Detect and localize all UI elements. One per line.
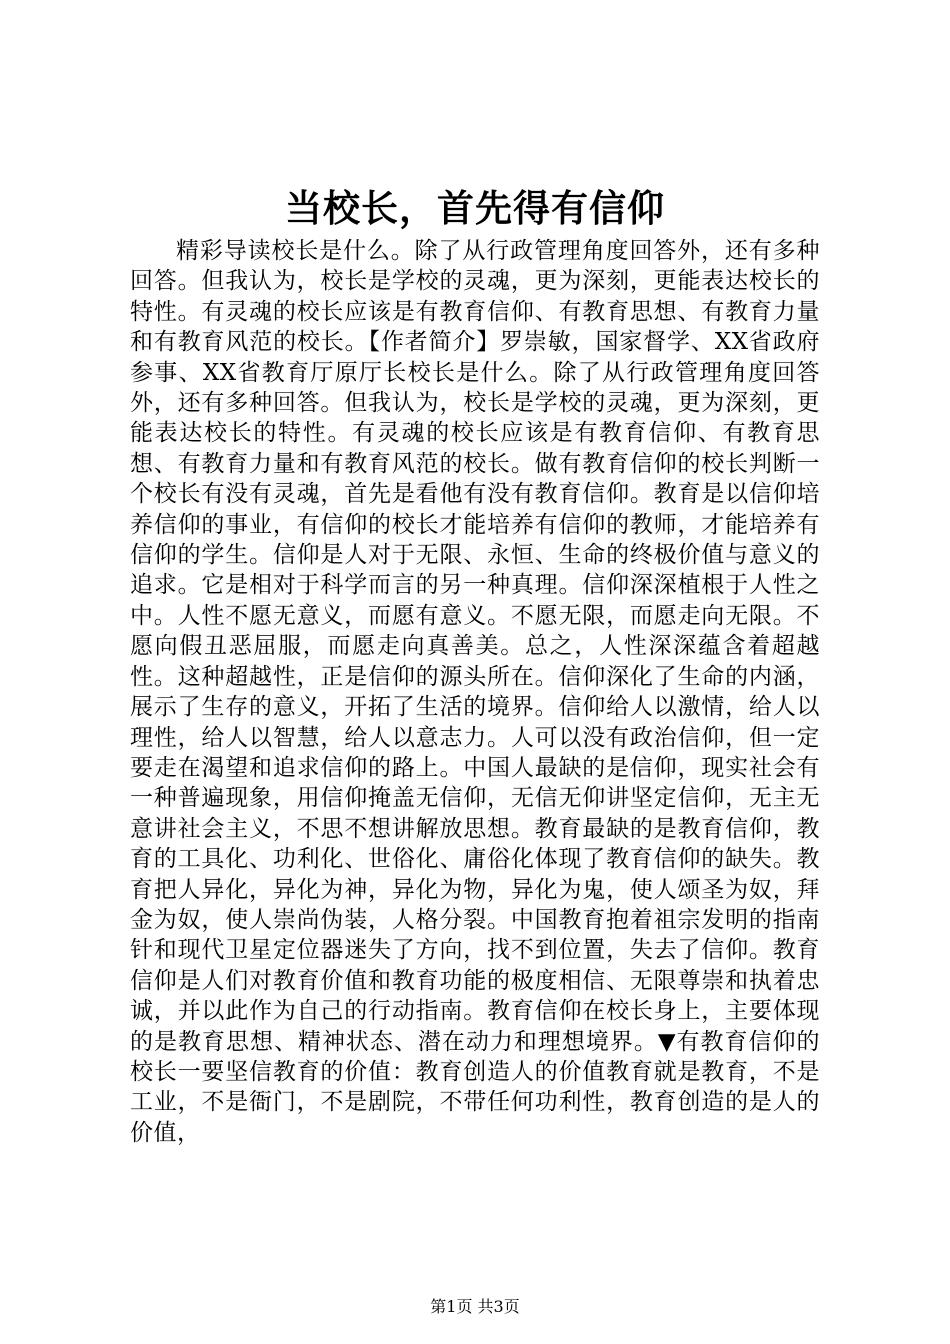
document-title: 当校长，首先得有信仰 [285,186,665,230]
body-paragraph: 精彩导读校长是什么。除了从行政管理角度回答外，还有多种回答。但我认为，校长是学校的灵魂，更为深刻，更能表达校长的特性。有灵魂的校长应该是有教育信仰、有教育思想、有教育力量和有教育风范的校长。【作者简介】罗崇敏，国家督学、XX省政府参事、XX省教育厅原厅长校长是什么。除了从行政管理角度回答外，还有多种回答。但我认为，校长是学校的灵魂，更为深刻，更能表达校长的特性。有灵魂的校长应该是有教育信仰、有教育思想、有教育力量和有教育风范的校长。做有教育信仰的校长判断一个校长有没有灵魂，首先是看他有没有教育信仰。教育是以信仰培养信仰的事业，有信仰的校长才能培养有信仰的教师，才能培养有信仰的学生。信仰是人对于无限、永恒、生命的终极价值与意义的追求。它是相对于科学而言的另一种真理。信仰深深植根于人性之中。人性不愿无意义，而愿有意义。不愿无限，而愿走向无限。不愿向假丑恶屈服，而愿走向真善美。总之，人性深深蕴含着超越性。这种超越性，正是信仰的源头所在。信仰深化了生命的内涵，展示了生存的意义，开拓了生活的境界。信仰给人以激情，给人以理性，给人以智慧，给人以意志力。人可以没有政治信仰，但一定要走在渴望和追求信仰的路上。中国人最缺的是信仰，现实社会有一种普遍现象，用信仰掩盖无信仰，无信无仰讲坚定信仰，无主无意讲社会主义，不思不想讲解放思想。教育最缺的是教育信仰，教育的工具化、功利化、世俗化、庸俗化体现了教育信仰的缺失。教育把人异化，异化为神，异化为物，异化为鬼，使人颂圣为奴，拜金为奴，使人崇尚伪装，人格分裂。中国教育抱着祖宗发明的指南针和现代卫星定位器迷失了方向，找不到位置，失去了信仰。教育信仰是人们对教育价值和教育功能的极度相信、无限尊崇和执着忠诚，并以此作为自己的行动指南。教育信仰在校长身上，主要体现的是教育思想、精神状态、潜在动力和理想境界。▼有教育信仰的校长一要坚信教育的价值：教育创造人的价值教育就是教育，不是工业，不是衙门，不是剧院，不带任何功利性，教育创造的是人的价值， [130,238,820,1146]
page-footer: 第1页 共3页 [430,1297,520,1316]
